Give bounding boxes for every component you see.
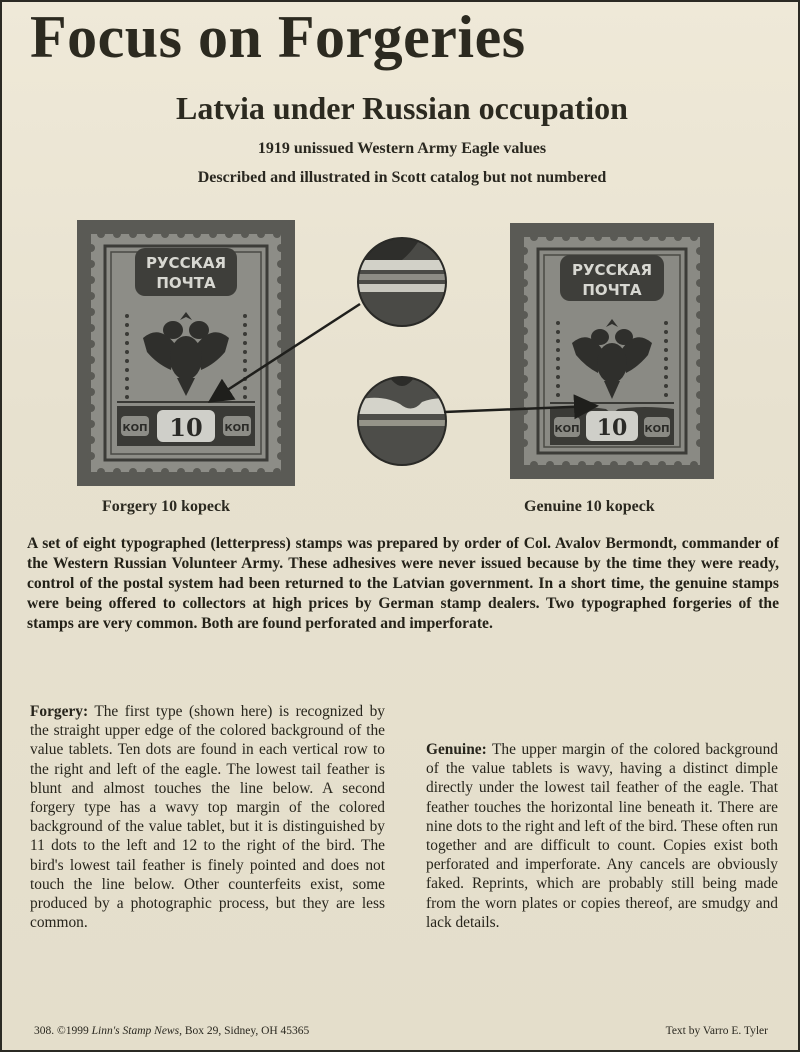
forgery-label: Forgery: — [30, 703, 89, 720]
forgery-description — [30, 702, 385, 932]
article-subtitle: Latvia under Russian occupation — [176, 90, 628, 126]
genuine-stamp-image — [510, 223, 714, 479]
genuine-inscription-line1: РУССКАЯ — [572, 261, 652, 279]
footer-prefix: 308. ©1999 — [34, 1025, 89, 1037]
masthead-title: Focus on Forgeries — [30, 4, 526, 70]
genuine-description — [426, 740, 778, 932]
forgery-inscription-line2: ПОЧТА — [156, 274, 216, 292]
forgery-unit-right: КОП — [224, 423, 250, 434]
genuine-inscription-line2: ПОЧТА — [582, 281, 642, 299]
genuine-stamp — [510, 223, 714, 479]
genuine-value: 10 — [596, 415, 628, 441]
magnifier-upper — [356, 236, 450, 330]
lead-paragraph — [27, 534, 779, 634]
lead-text: A set of eight typographed (letterpress) stamps was prepared by order of Col. Avalov Bermondt, commander of the Western Russian Volunteer Army. These adhesives were never issued because by the time they were ready, control of the postal system had been returned to the Latvian government. In a short time, the genuine stamps were being offered to collectors at high prices by German stamp dealers. Two typographed forgeries of the stamps are very common. Both are found perforated and imperforate. — [27, 535, 779, 632]
forgery-stamp-image — [77, 220, 295, 486]
genuine-unit-left: КОП — [554, 424, 580, 435]
tagline-catalog: Described and illustrated in Scott catalog but not numbered — [197, 169, 607, 186]
genuine-text: The upper margin of the colored background of the value tablets is wavy, having a distinct dimple directly under the lowest tail feather of the eagle. That feather touches the horizontal line beneath it. There are nine dots to the right and left of the bird. These often run together and are difficult to count. Copies exist both perforated and imperforate. Any cancels are obviously faked. Reprints, which are probably still being made from the worn plates or copies thereof, are smudgy and lack details. — [426, 741, 778, 931]
forgery-unit-left: КОП — [122, 423, 148, 434]
forgery-value: 10 — [169, 413, 203, 442]
forgery-caption: Forgery 10 kopeck — [102, 498, 230, 515]
forgery-text: The first type (shown here) is recognized by the straight upper edge of the colored background of the value tablets. Ten dots are found in each vertical row to the right and left of the eagle. The lowest tail feather is blunt and almost touches the line below. A second forgery type has a wavy top margin of the colored background of the value tablet, but it is distinguished by 11 dots to the left and 12 to the right of the bird. The bird's lowest tail feather is finely pointed and does not touch the line below. Other counterfeits exist, some produced by a photographic process, but they are less common. — [30, 703, 385, 932]
footer-magazine: Linn's Stamp News, — [91, 1025, 182, 1037]
footer-credit — [34, 1025, 309, 1037]
genuine-unit-right: КОП — [644, 424, 670, 435]
genuine-label: Genuine: — [426, 741, 487, 758]
footer-author: Text by Varro E. Tyler — [665, 1025, 768, 1037]
forgery-inscription-line1: РУССКАЯ — [146, 254, 226, 272]
genuine-caption: Genuine 10 kopeck — [524, 498, 655, 515]
footer-address: Box 29, Sidney, OH 45365 — [184, 1025, 310, 1037]
forgery-stamp — [77, 220, 295, 486]
magnifier-lower — [356, 375, 450, 469]
tagline-issue: 1919 unissued Western Army Eagle values — [257, 140, 547, 157]
